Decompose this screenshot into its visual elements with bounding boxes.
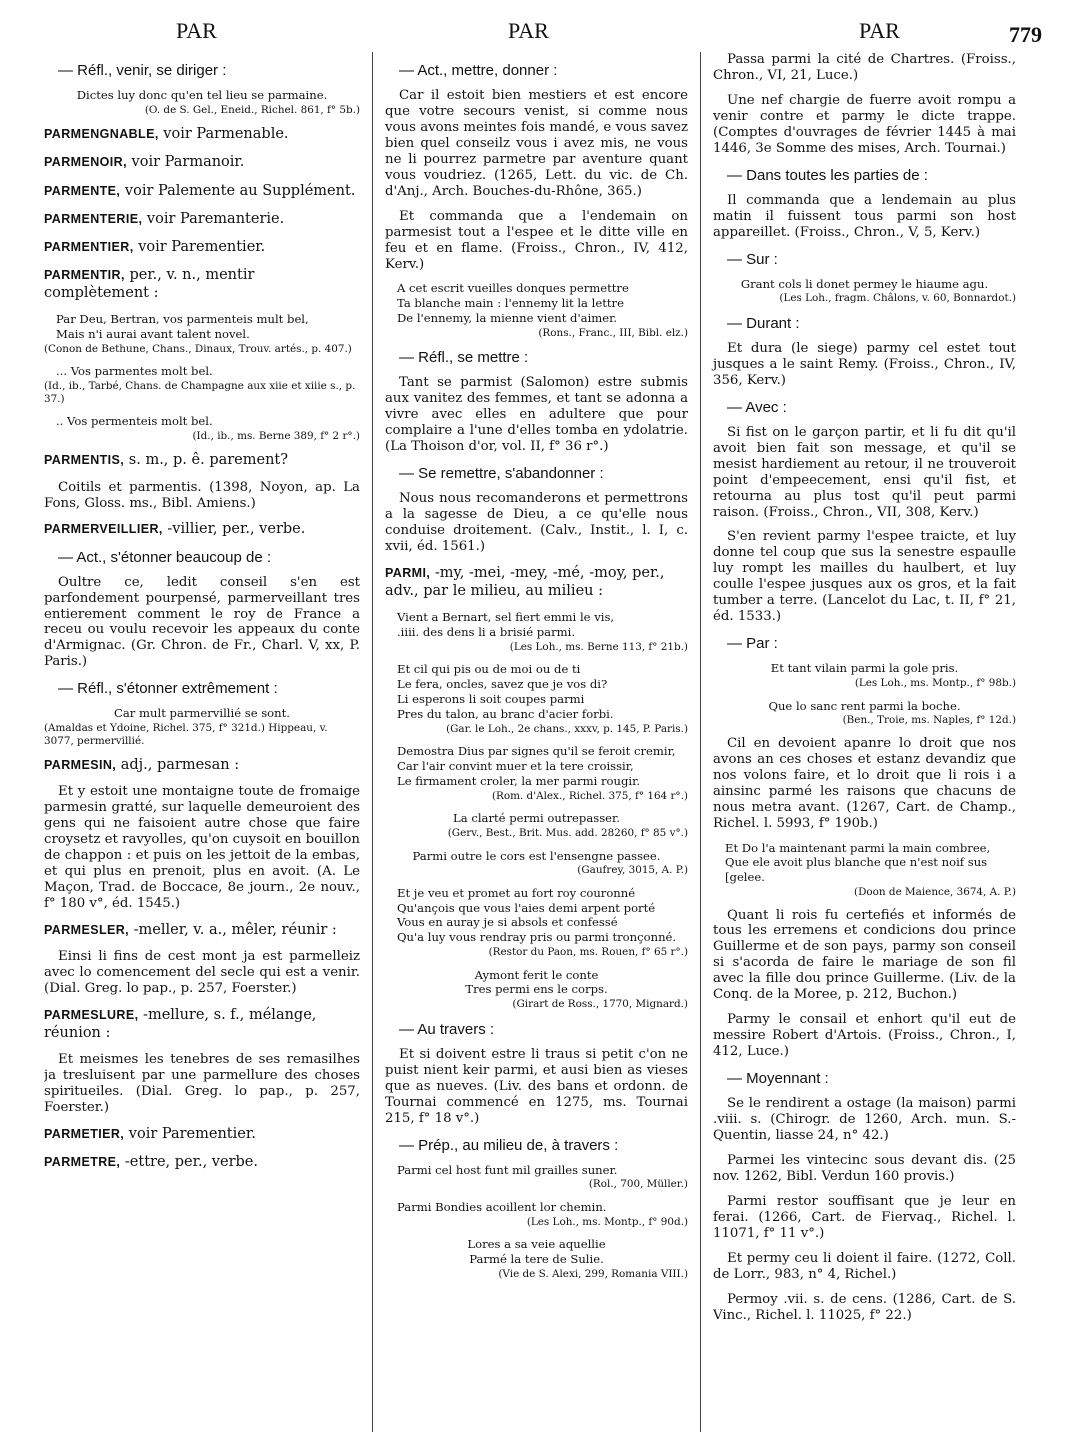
- prose-quotation: Parmi restor souffisant que je leur en ferai. (1266, Cart. de Fiervaq., Richel. l. 11071, f° 11 v°.): [713, 1193, 1016, 1241]
- verse-quotation: Parmi Bondies acoillent lor chemin.: [397, 1199, 607, 1214]
- dictionary-columns: [44, 52, 1046, 1432]
- entry-headword: PARMENTIR,: [44, 267, 125, 282]
- citation: (Conon de Bethune, Chans., Dinaux, Trouv. artés., p. 407.): [44, 342, 352, 355]
- citation: (Amaldas et Ydoine, Richel. 375, f° 321d.) Hippeau, v. 3077, permervillié.: [44, 722, 328, 747]
- citation: (Les Loh., ms. Montp., f° 98b.): [854, 677, 1016, 690]
- citation: (Id., ib., Tarbé, Chans. de Champagne aux xiie et xiiie s., p. 37.): [44, 380, 356, 405]
- citation: (Id., ib., ms. Berne 389, f° 2 r°.): [192, 429, 360, 442]
- sense-heading: — Avec :: [727, 398, 787, 416]
- citation: (Rol., 700, Müller.): [588, 1178, 688, 1191]
- verse-quotation: Dictes luy donc qu'en tel lieu se parmaine.: [76, 88, 328, 102]
- entry-headword: PARMENTERIE,: [44, 211, 143, 226]
- entry-definition: voir Parmanoir.: [126, 154, 245, 171]
- verse-quotation: Vient a Bernart, sel fiert emmi le vis, .iiii. des dens li a brisié parmi.: [397, 610, 615, 640]
- prose-quotation: Et dura (le siege) parmy cel estet tout jusques a le saint Remy. (Froiss., Chron., IV, 356, Kerv.): [713, 340, 1016, 388]
- citation: (Gar. le Loh., 2e chans., xxxv, p. 145, P. Paris.): [446, 722, 688, 735]
- dictionary-entry: [44, 1006, 360, 1042]
- sense-heading: — Réfl., se mettre :: [399, 349, 529, 367]
- citation: (Les Loh., ms. Montp., f° 90d.): [526, 1215, 688, 1228]
- sense-heading: — Réfl., venir, se diriger :: [58, 62, 227, 79]
- sense-heading: — Durant :: [727, 314, 800, 332]
- entry-definition: -my, -mei, -mey, -mé, -moy, per., adv., par le milieu, au milieu :: [385, 565, 665, 600]
- sense-heading: — Sur :: [727, 250, 778, 268]
- citation: (Gerv., Best., Brit. Mus. add. 28260, f° 85 v°.): [447, 827, 688, 840]
- prose-quotation: Se le rendirent a ostage (la maison) parmi .viii. s. (Chirogr. de 1260, Arch. mun. S.-Quentin, liasse 24, n° 42.): [713, 1096, 1016, 1143]
- verse-quotation: Et tant vilain parmi la gole pris.: [770, 661, 959, 676]
- citation: (Rons., Franc., III, Bibl. elz.): [538, 326, 688, 339]
- prose-quotation: Nous nous recomanderons et permettrons a la sagesse de Dieu, a ce qu'elle nous conduise droitement. (Calv., Instit., l. I, c. xvii, éd. 1561.): [385, 491, 688, 555]
- entry-definition: s. m., p. ê. parement?: [124, 452, 289, 469]
- sense-heading: — Se remettre, s'abandonner :: [399, 465, 604, 483]
- prose-quotation: Et permy ceu li doient il faire. (1272, Coll. de Lorr., 983, n° 4, Richel.): [713, 1250, 1016, 1282]
- prose-quotation: S'en revient parmy l'espee traicte, et luy donne tel coup que sus la senestre espaulle luy rompt les mailles du haulbert, et luy coulle l'espee jusques aux os gros, et la fait tumber a terre. (Lancelot du Lac, t. II, f° 21, éd. 1533.): [713, 529, 1016, 625]
- prose-quotation: Quant li rois fu certefiés et informés de tous les erremens et condicions dou prince Guillerme et de son pays, parmy son conseil si s'acorda de faire le mariage de son fil avec la fille dou prince Guillerme. (Liv. de la Conq. de la Moree, p. 212, Buchon.): [713, 907, 1016, 1003]
- sense-heading: — Par :: [727, 635, 778, 653]
- citation: (Ben., Troie, ms. Naples, f° 12d.): [842, 714, 1016, 727]
- dictionary-entry: [44, 266, 360, 302]
- sense-heading: — Au travers :: [399, 1020, 495, 1038]
- entry-headword: PARMI,: [385, 566, 431, 581]
- prose-quotation: Permoy .vii. s. de cens. (1286, Cart. de S. Vinc., Richel. l. 11025, f° 22.): [713, 1291, 1016, 1323]
- entry-definition: voir Parmenable.: [158, 126, 289, 143]
- verse-quotation: Lores a sa veie aquellie Parmé la tere de Sulie.: [467, 1237, 606, 1266]
- dictionary-entry: [44, 756, 360, 774]
- entry-headword: PARMENOIR,: [44, 155, 127, 170]
- verse-quotation: La clarté permi outrepasser.: [453, 811, 620, 826]
- verse-quotation: Parmi outre le cors est l'ensengne passee.: [412, 848, 661, 863]
- citation: (Girart de Ross., 1770, Mignard.): [512, 998, 688, 1011]
- verse-quotation: Que lo sanc rent parmi la boche.: [768, 698, 961, 713]
- entry-headword: PARMENTE,: [44, 183, 121, 198]
- dictionary-entry: [385, 564, 688, 600]
- entry-definition: voir Parementier.: [124, 1125, 256, 1142]
- sense-heading: — Act., mettre, donner :: [399, 62, 558, 79]
- prose-quotation: Parmei les vintecinc sous devant dis. (25 nov. 1262, Bibl. Verdun 160 provis.): [713, 1152, 1016, 1184]
- verse-quotation: A cet escrit vueilles donques permettre Ta blanche main : l'ennemy lit la lettre De l'ennemy, la mienne vient d'aimer.: [397, 281, 629, 326]
- citation: (Doon de Maience, 3674, A. P.): [854, 886, 1016, 899]
- dictionary-entry: [44, 125, 360, 143]
- entry-definition: voir Paremanterie.: [142, 210, 285, 227]
- prose-quotation: Et si doivent estre li traus si petit c'on ne puist nient keir parmi, et ausi bien as vieses que as nueves. (Liv. des bans et ordonn. de Tournai commencé en 1275, ms. Tournai 215, f° 18 v°.): [385, 1046, 688, 1126]
- prose-quotation: Et commanda que a l'endemain on parmesist tout a l'espee et le ditte ville en feu et en flame. (Froiss., Chron., IV, 412, Kerv.): [385, 208, 688, 272]
- entry-headword: PARMERVEILLIER,: [44, 522, 163, 537]
- column-left: [44, 52, 366, 1432]
- prose-quotation: Si fist on le garçon partir, et li fu dit qu'il avoit bien fait son message, et qu'il se mesist hardiement au retour, il ne trouveroit point d'empeecement, ensi qu'il fist, et retourna au plus tost qu'il peut parmi raison. (Froiss., Chron., VII, 308, Kerv.): [713, 424, 1016, 520]
- sense-heading: — Prép., au milieu de, à travers :: [399, 1136, 619, 1154]
- entry-headword: PARMETIER,: [44, 1126, 125, 1141]
- entry-headword: PARMESLER,: [44, 922, 130, 937]
- entry-headword: PARMESIN,: [44, 758, 117, 773]
- verse-quotation: Et je veu et promet au fort roy couronné Qu'ançois que vous l'aies demi arpent porté Vous en auray je si absols et confessé Qu'a luy vous rendray pris ou parmi tronçonné.: [397, 885, 677, 945]
- verse-quotation: ... Vos parmentes molt bel.: [56, 364, 213, 379]
- sense-heading: — Moyennant :: [727, 1070, 829, 1088]
- verse-quotation: Parmi cel host funt mil grailles suner.: [397, 1162, 618, 1177]
- citation: (Vie de S. Alexi, 299, Romania VIII.): [498, 1267, 688, 1280]
- dictionary-entry: [44, 921, 360, 939]
- prose-quotation: Car il estoit bien mestiers et est encore que votre secours venist, si comme nous vous avons meintes fois mandé, e vous savez bien quel conseilz vous i avez mis, ne vous ne li pourrez parmetre par aventure quant vous voudriez. (1265, Lett. du vic. de Ch. d'Anj., Arch. Bouches-du-Rhône, 365.): [385, 88, 688, 199]
- prose-quotation: Passa parmi la cité de Chartres. (Froiss., Chron., VI, 21, Luce.): [713, 52, 1016, 83]
- running-head-right: PAR: [859, 18, 900, 43]
- prose-quotation: Cil en devoient apanre lo droit que nos avons an ces choses et estanz devandiz que nos volons faire, et lo droit que li rois i a ainsinc parmé les raisons que chacuns de nous metra avant. (1267, Cart. de Champ., Richel. l. 5993, f° 190b.): [713, 735, 1016, 831]
- citation: (Les Loh., ms. Berne 113, f° 21b.): [509, 640, 688, 653]
- dictionary-entry: [44, 451, 360, 469]
- dictionary-entry: [44, 182, 360, 200]
- citation: (Restor du Paon, ms. Rouen, f° 65 r°.): [488, 946, 688, 959]
- sense-heading: — Réfl., s'étonner extrêmement :: [58, 680, 278, 698]
- entry-definition: per., v. n., mentir complètement :: [44, 266, 255, 302]
- entry-definition: -ettre, per., verbe.: [120, 1154, 258, 1171]
- entry-definition: -mellure, s. f., mélange, réunion :: [44, 1006, 317, 1041]
- verse-quotation: .. Vos permenteis molt bel.: [56, 414, 213, 429]
- page-number: 779: [1009, 22, 1042, 47]
- prose-quotation: Il commanda que a lendemain au plus matin il fuissent tous parmi son host appareillet. (Froiss., Chron., V, 5, Kerv.): [713, 192, 1016, 240]
- running-head-left: PAR: [176, 18, 217, 43]
- citation: (Les Loh., fragm. Châlons, v. 60, Bonnardot.): [779, 292, 1016, 305]
- entry-definition: voir Parementier.: [133, 238, 266, 255]
- prose-quotation: Einsi li fins de cest mont ja est parmelleiz avec lo comencement del secle qui est a venir. (Dial. Greg. lo pap., p. 257, Foerster.): [44, 948, 360, 996]
- verse-quotation: Car mult parmervillié se sont.: [114, 706, 290, 721]
- entry-definition: adj., parmesan :: [116, 757, 240, 774]
- dictionary-entry: [44, 153, 360, 171]
- citation: (Rom. d'Alex., Richel. 375, f° 164 r°.): [491, 789, 688, 802]
- prose-quotation: Et meismes les tenebres de ses remasilhes ja tresluisent par une parmellure des choses spiritueiles. (Dial. Greg. lo pap., p. 257, Foerster.): [44, 1052, 360, 1115]
- dictionary-entry: [44, 210, 360, 228]
- running-head-center: PAR: [508, 18, 549, 43]
- sense-heading: — Act., s'étonner beaucoup de :: [58, 548, 272, 566]
- prose-quotation: Une nef chargie de fuerre avoit rompu a venir contre et parmy le dicte trappe. (Comptes d'ouvrages de février 1445 à mai 1446, 3e Somme des mises, Arch. Tournai.): [713, 92, 1016, 156]
- citation: (Gaufrey, 3015, A. P.): [577, 864, 688, 877]
- dictionary-entry: [44, 1153, 360, 1171]
- entry-headword: PARMETRE,: [44, 1155, 121, 1170]
- prose-quotation: Coitils et parmentis. (1398, Noyon, ap. La Fons, Gloss. ms., Bibl. Amiens.): [44, 479, 360, 511]
- entry-headword: PARMENTIER,: [44, 239, 134, 254]
- verse-quotation: Aymont ferit le conte Tres permi ens le corps.: [465, 967, 608, 997]
- verse-quotation: Et Do l'a maintenant parmi la main combree, Que ele avoit plus blanche que n'est noif sus [gelee.: [725, 840, 991, 885]
- prose-quotation: Et y estoit une montaigne toute de fromaige parmesin gratté, sur laquelle demeuroient des gens qui ne faisoient autre chose que faire croysetz et ravyolles, qu'on cuysoit en bouillon de chappon : et puis on les jettoit de la embas, et qui plus en prenoit, plus en avoit. (A. Le Maçon, Trad. de Boccace, 8e journ., 2e nouv., f° 180 v°, éd. 1545.): [44, 784, 360, 911]
- sense-heading: — Dans toutes les parties de :: [727, 166, 928, 184]
- entry-definition: voir Palemente au Supplément.: [120, 182, 356, 199]
- prose-quotation: Oultre ce, ledit conseil s'en est parfondement pourpensé, parmerveillant tres entierement comment le roy de France a receu ou voulu recevoir les appeaux du conte d'Armignac. (Gr. Chron. de Fr., Charl. V, xx, P. Paris.): [44, 574, 360, 670]
- page-header: [0, 10, 1078, 50]
- verse-quotation: Et cil qui pis ou de moi ou de ti Le fera, oncles, savez que je vos di? Li esperons li soit coupes parmi Pres du talon, au branc d'acier forbi.: [397, 662, 614, 721]
- entry-headword: PARMENTIS,: [44, 453, 125, 468]
- verse-quotation: Par Deu, Bertran, vos parmenteis mult bel, Mais n'i aurai avant talent novel.: [56, 312, 309, 342]
- prose-quotation: Parmy le consail et enhort qu'il eut de messire Robert d'Artois. (Froiss., Chron., I, 412, Luce.): [713, 1012, 1016, 1060]
- entry-definition: -villier, per., verbe.: [162, 521, 306, 538]
- prose-quotation: Tant se parmist (Salomon) estre submis aux vanitez des femmes, et tant se adonna a vivre avec elles en adultere que pour complaire a l'une d'elles tomba en ydolatrie. (La Thoison d'or, vol. II, f° 36 r°.): [385, 375, 688, 455]
- verse-quotation: Demostra Dius par signes qu'il se feroit cremir, Car l'air convint muer et la tere croissir, Le firmament croler, la mer parmi rougir.: [397, 744, 676, 788]
- column-right: [700, 52, 1022, 1432]
- entry-headword: PARMESLURE,: [44, 1007, 139, 1022]
- entry-definition: -meller, v. a., mêler, réunir :: [129, 921, 337, 938]
- verse-quotation: Grant cols li donet permey le hiaume agu.: [740, 276, 989, 291]
- dictionary-entry: [44, 1125, 360, 1143]
- dictionary-entry: [44, 238, 360, 256]
- column-middle: [372, 52, 694, 1432]
- dictionary-entry: [44, 520, 360, 538]
- citation: (O. de S. Gel., Eneid., Richel. 861, f° 5b.): [144, 103, 360, 116]
- entry-headword: PARMENGNABLE,: [44, 127, 159, 142]
